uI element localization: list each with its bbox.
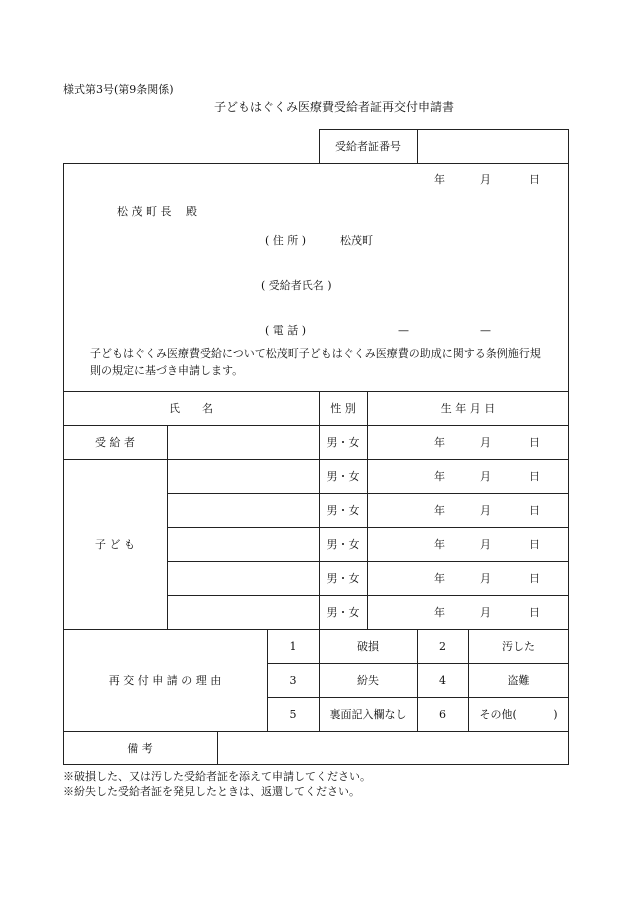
child-name-field[interactable] [168, 494, 318, 526]
child-birth-year: 年 [434, 572, 445, 585]
date-month-label: 月 [480, 173, 491, 186]
phone-separator: — [480, 324, 491, 337]
phone-separator: — [398, 324, 409, 337]
child-birth-year: 年 [434, 538, 445, 551]
note: ※破損した、又は汚した受給者証を添えて申請してください。 [63, 770, 371, 783]
recipient-birth-year: 年 [434, 436, 445, 449]
recipient-sex[interactable]: 男・女 [326, 435, 360, 449]
date-day-label: 日 [529, 173, 540, 186]
reason-other[interactable]: その他( ) [479, 707, 558, 721]
child-sex[interactable]: 男・女 [326, 503, 360, 517]
child-name-field[interactable] [168, 460, 318, 492]
reason-number[interactable]: 6 [439, 707, 446, 721]
header-birthdate: 生 年 月 日 [440, 401, 496, 415]
phone-label: ( 電 話 ) [265, 324, 307, 337]
applicant-name-field[interactable] [345, 276, 555, 294]
recipient-label: 受 給 者 [95, 435, 135, 449]
date-year-label: 年 [434, 173, 445, 186]
recipient-number-field[interactable] [418, 130, 568, 163]
child-sex[interactable]: 男・女 [326, 537, 360, 551]
child-birth-day: 日 [529, 572, 540, 585]
address-label: ( 住 所 ) [265, 234, 307, 247]
reason-lost[interactable]: 紛失 [357, 673, 379, 687]
reason-label: 再 交 付 申 請 の 理 由 [108, 673, 222, 687]
child-sex[interactable]: 男・女 [326, 571, 360, 585]
child-birth-year: 年 [434, 504, 445, 517]
child-birth-day: 日 [529, 606, 540, 619]
note: ※紛失した受給者証を発見したときは、返還してください。 [63, 785, 360, 798]
remarks-field[interactable] [218, 732, 568, 764]
child-birth-month: 月 [480, 606, 491, 619]
child-label: 子 ど も [95, 537, 135, 551]
child-sex[interactable]: 男・女 [326, 469, 360, 483]
child-name-field[interactable] [168, 562, 318, 594]
reason-number[interactable]: 3 [289, 673, 297, 687]
reason-soiled[interactable]: 汚した [502, 639, 535, 653]
child-birth-day: 日 [529, 504, 540, 517]
child-birth-day: 日 [529, 470, 540, 483]
header-name: 氏 名 [169, 401, 213, 415]
child-name-field[interactable] [168, 528, 318, 560]
form-number: 様式第3号(第9条関係) [63, 83, 174, 96]
reason-number[interactable]: 2 [439, 639, 446, 653]
child-birth-year: 年 [434, 470, 445, 483]
recipient-birth-month: 月 [480, 436, 491, 449]
reason-number[interactable]: 5 [289, 707, 297, 721]
recipient-name-field[interactable] [168, 426, 318, 458]
child-birth-year: 年 [434, 606, 445, 619]
recipient-number-label: 受給者証番号 [335, 140, 401, 153]
reason-number[interactable]: 4 [439, 673, 446, 687]
child-name-field[interactable] [168, 596, 318, 628]
child-birth-month: 月 [480, 470, 491, 483]
child-sex[interactable]: 男・女 [326, 605, 360, 619]
header-sex: 性 別 [330, 401, 356, 415]
page-title: 子どもはぐくみ医療費受給者証再交付申請書 [214, 100, 455, 114]
child-birth-month: 月 [480, 572, 491, 585]
recipient-birth-day: 日 [529, 436, 540, 449]
remarks-label: 備 考 [127, 741, 153, 755]
reason-stolen[interactable]: 盗難 [507, 673, 530, 687]
application-statement: 子どもはぐくみ医療費受給について松茂町子どもはぐくみ医療費の助成に関する条例施行規則の規定に基づき申請します。 [90, 347, 541, 377]
child-birth-month: 月 [480, 504, 491, 517]
reason-number[interactable]: 1 [289, 639, 297, 653]
reason-no-space[interactable]: 裏面記入欄なし [329, 707, 407, 721]
addressee: 松 茂 町 長 殿 [117, 205, 197, 218]
child-birth-day: 日 [529, 538, 540, 551]
reason-damaged[interactable]: 破損 [357, 639, 379, 653]
address-value[interactable]: 松茂町 [340, 234, 373, 247]
child-birth-month: 月 [480, 538, 491, 551]
applicant-name-label: ( 受給者氏名 ) [261, 279, 332, 292]
